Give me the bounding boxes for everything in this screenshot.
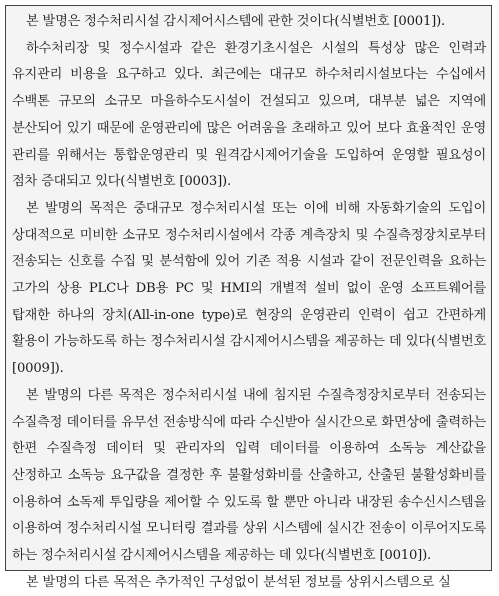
paragraph-intro: 본 발명은 정수처리시설 감시제어시스템에 관한 것이다(식별번호 [0001]). bbox=[26, 14, 446, 29]
paragraph-objective-3: 본 발명의 다른 목적은 추가적인 구성없이 분석된 정보를 상위시스템으로 실 bbox=[26, 574, 451, 590]
paragraph-objective-1: 본 발명의 목적은 중대규모 정수처리시설 또는 이에 비해 자동화기술의 도입이 상대적으로 미비한 소규모 정수처리시설에서 각종 계측장치 및 수질측정장치로부터 전송되는 신호를 수집 및 분석함에 있어 기존 적용 시설과 같이 전문인력을 요하는 고가의 상용 PLC나 DB용 PC 및 HMI의 개별적 설비 없이 운영 소프트웨어를 탑재한 하나의 장치(All-in-one type)로 현장의 운영관리 인력이 쉽고 간편하게 활용이 가능하도록 하는 정수처리시설 감시제어시스템을 제공하는 데 있다(식별번호 [0009]). bbox=[12, 200, 486, 377]
paragraph-background: 하수처리장 및 정수시설과 같은 환경기초시설은 시설의 특성상 많은 인력과 유지관리 비용을 요구하고 있다. 최근에는 대규모 하수처리시설보다는 수십에서 수백톤 규모의 소규모 마을하수도시설이 건설되고 있으며, 대부분 넓은 지역에 분산되어 있기 때문에 운영관리에 많은 어려움을 초래하고 있어 보다 효율적인 운영 관리를 위해서는 통합운영관리 및 원격감시제어기술을 도입하여 운영할 필요성이 점차 증대되고 있다(식별번호 [0003]). bbox=[12, 40, 486, 190]
document-text-box bbox=[5, 5, 492, 590]
paragraph-objective-2: 본 발명의 다른 목적은 정수처리시설 내에 침지된 수질측정장치로부터 전송되는 수질측정 데이터를 유무선 전송방식에 따라 수신받아 실시간으로 화면상에 출력하는 한편 수질측정 데이터 및 관리자의 입력 데이터를 이용하여 소독능 계산값을 산정하고 소독능 요구값을 결정한 후 불활성화비를 산출하고, 산출된 불활성화비를 이용하여 소독제 투입량을 제어할 수 있도록 할 뿐만 아니라 내장된 송수신시스템을 이용하여 정수처리시설 모니터링 결과를 상위 시스템에 실시간 전송이 이루어지도록 하는 정수처리시설 감시제어시스템을 제공하는 데 있다(식별번호 [0010]). bbox=[12, 387, 486, 564]
